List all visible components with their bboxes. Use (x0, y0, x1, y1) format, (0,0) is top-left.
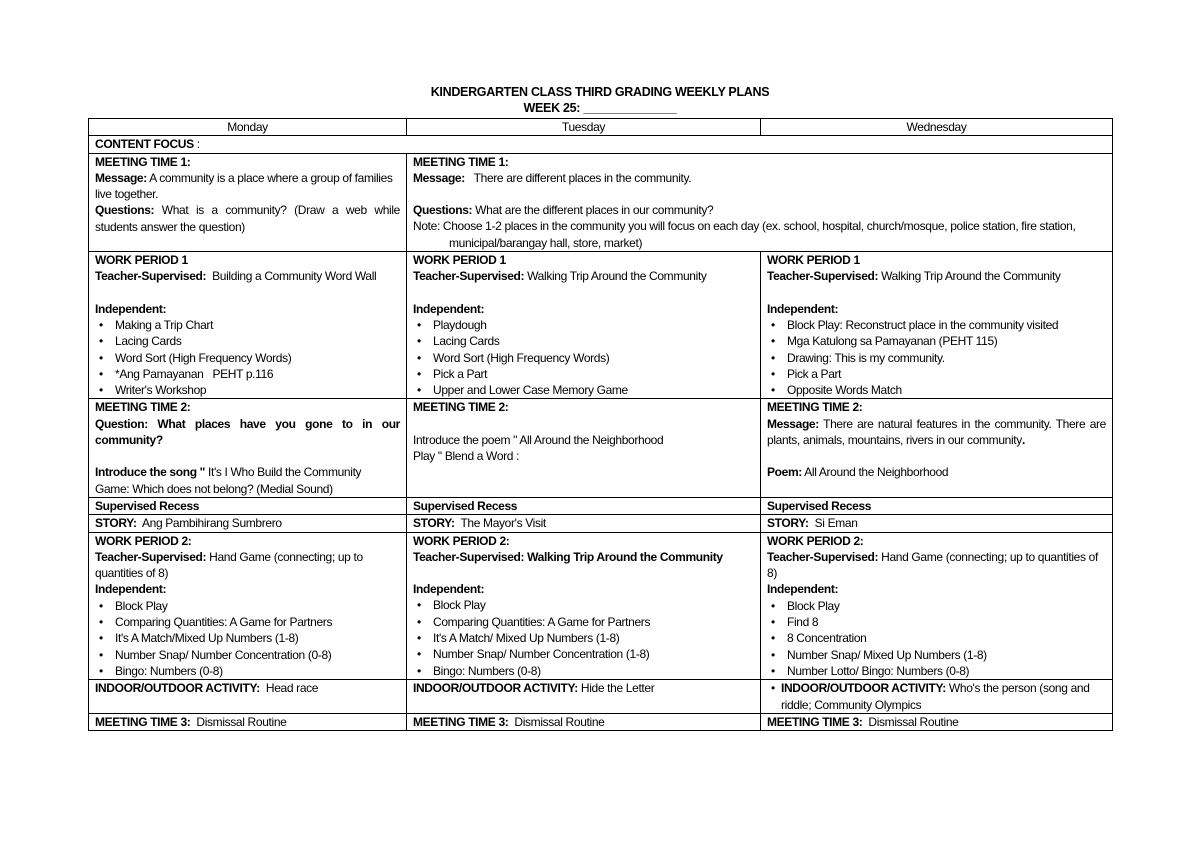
mt1-heading-tue: MEETING TIME 1: (413, 154, 509, 169)
list-item: • Pick a Part (767, 366, 1106, 382)
wp1-wed-independent-label: Independent: (767, 301, 839, 316)
list-item: • Bingo: Numbers (0-8) (413, 663, 754, 679)
mt3-label: MEETING TIME 3: (413, 714, 509, 729)
story-tue: The Mayor's Visit (454, 516, 546, 531)
mt2-wed-poem: All Around the Neighborhood (801, 465, 949, 480)
wp1-wednesday (761, 252, 1113, 399)
recess-label: Supervised Recess (767, 498, 872, 513)
mt2-mon-game: Game: Which does not belong? (Medial Sound) (95, 481, 333, 496)
mt1-tue-questions-label: Questions: (413, 203, 473, 218)
wp1-tue-list (413, 317, 754, 398)
wp1-tue-independent-label: Independent: (413, 301, 485, 316)
list-item: • Mga Katulong sa Pamayanan (PEHT 115) (767, 333, 1106, 349)
mt1-tuesday-wednesday (407, 153, 1113, 251)
day-header-tuesday: Tuesday (407, 119, 761, 136)
mt2-wed-message-label: Message: (767, 416, 819, 431)
list-item: • It's A Match/ Mixed Up Numbers (1-8) (413, 630, 754, 646)
list-item: • Block Play: Reconstruct place in the community visited (767, 317, 1106, 333)
wp2-mon-independent-label: Independent: (95, 582, 167, 597)
wp1-heading-tue: WORK PERIOD 1 (413, 253, 506, 268)
mt1-mon-questions: What is a community? (Draw a web while students answer the question) (95, 203, 400, 234)
list-item (767, 680, 1106, 713)
wp1-wed-list (767, 317, 1106, 398)
day-header-monday: Monday (89, 119, 407, 136)
list-item: • Number Snap/ Number Concentration (0-8) (95, 647, 400, 663)
weekly-plan-table (88, 118, 1113, 731)
story-wed: Si Eman (808, 516, 858, 531)
wp1-mon-ts: Building a Community Word Wall (206, 269, 377, 284)
wp1-mon-list (95, 317, 400, 398)
mt2-wed-message: There are natural features in the community. There are plants, animals, mountains, rivers in our community (767, 416, 1106, 448)
wp2-wed-ts-label: Teacher-Supervised: (767, 549, 879, 564)
story-wednesday (761, 515, 1113, 532)
wp2-heading: WORK PERIOD 2: (95, 533, 192, 548)
activity-wed-list (767, 680, 1106, 713)
wp1-mon-ts-label: Teacher-Supervised: (95, 269, 207, 284)
list-item: • Playdough (413, 317, 754, 333)
wp1-heading-wed: WORK PERIOD 1 (767, 253, 860, 268)
mt3-text: Dismissal Routine (190, 714, 287, 729)
list-item: • Block Play (413, 597, 754, 613)
mt3-monday (89, 713, 407, 730)
mt2-heading-tue: MEETING TIME 2: (413, 400, 509, 415)
activity-wed: Who's the person (song and riddle; Community Olympics (781, 681, 1090, 712)
recess-label: Supervised Recess (95, 498, 200, 513)
meeting-time-1-row (89, 153, 1113, 251)
mt3-text: Dismissal Routine (862, 714, 959, 729)
list-item: • 8 Concentration (767, 630, 1106, 646)
activity-wednesday (761, 680, 1113, 714)
recess-label: Supervised Recess (413, 498, 518, 513)
mt3-tuesday (407, 713, 761, 730)
story-mon: Ang Pambihirang Sumbrero (136, 516, 282, 531)
list-item: • Comparing Quantities: A Game for Partners (95, 614, 400, 630)
page-title: KINDERGARTEN CLASS THIRD GRADING WEEKLY PLANS (430, 85, 770, 99)
wp2-tue-independent-label: Independent: (413, 582, 485, 597)
mt2-tue-play: Play " Blend a Word : (413, 449, 520, 464)
activity-tue: Hide the Letter (577, 681, 655, 696)
wp1-mon-independent-label: Independent: (95, 301, 167, 316)
meeting-time-3-row (89, 713, 1113, 730)
list-item: • Drawing: This is my community. (767, 350, 1106, 366)
wp2-mon-ts-label: Teacher-Supervised: (95, 549, 207, 564)
mt3-text: Dismissal Routine (508, 714, 605, 729)
mt2-mon-song-label: Introduce the song " (95, 465, 206, 480)
mt1-mon-message: A community is a place where a group of families live together. (95, 170, 393, 202)
wp1-tue-ts-label: Teacher-Supervised: (413, 269, 525, 284)
day-header-row (89, 119, 1113, 136)
list-item: • Block Play (95, 598, 400, 614)
mt2-mon-song: It's I Who Build the Community (205, 465, 362, 480)
recess-monday (89, 497, 407, 514)
content-focus-row (89, 136, 1113, 153)
list-item: • Lacing Cards (413, 333, 754, 349)
mt2-wed-poem-label: Poem: (767, 465, 802, 480)
mt2-wed-message-end: . (1021, 433, 1025, 448)
list-item: • Comparing Quantities: A Game for Partners (413, 614, 754, 630)
wp2-wed-independent-label: Independent: (767, 582, 839, 597)
week-label: WEEK 25: ______________ (523, 101, 677, 115)
wp1-wed-ts: Walking Trip Around the Community (878, 269, 1061, 284)
mt2-wednesday (761, 399, 1113, 497)
activity-label: INDOOR/OUTDOOR ACTIVITY: (95, 681, 260, 696)
activity-label: INDOOR/OUTDOOR ACTIVITY: (781, 681, 946, 696)
list-item: • Lacing Cards (95, 333, 400, 349)
list-item: • Writer's Workshop (95, 382, 400, 398)
mt1-heading: MEETING TIME 1: (95, 154, 191, 169)
list-item: • Bingo: Numbers (0-8) (95, 663, 400, 679)
mt1-mon-message-label: Message: (95, 170, 147, 185)
list-item: • Find 8 (767, 614, 1106, 630)
wp1-wed-ts-label: Teacher-Supervised: (767, 269, 879, 284)
wp2-heading-tue: WORK PERIOD 2: (413, 533, 510, 548)
work-period-2-row (89, 532, 1113, 680)
day-header-wednesday: Wednesday (761, 119, 1113, 136)
list-item: • Pick a Part (413, 366, 754, 382)
wp2-wed-list (767, 598, 1106, 679)
mt1-tue-message-label: Message: (413, 170, 465, 185)
mt3-label: MEETING TIME 3: (767, 714, 863, 729)
wp1-tue-ts: Walking Trip Around the Community (524, 269, 707, 284)
mt1-monday (89, 153, 407, 251)
wp2-monday (89, 532, 407, 680)
recess-wednesday (761, 497, 1113, 514)
story-label: STORY: (95, 516, 137, 531)
list-item: • Word Sort (High Frequency Words) (413, 350, 754, 366)
activity-mon: Head race (259, 681, 319, 696)
list-item: • Making a Trip Chart (95, 317, 400, 333)
wp2-wed-ts: Hand Game (connecting; up to quantities of 8) (767, 549, 1098, 581)
activity-tuesday (407, 680, 761, 714)
story-row (89, 515, 1113, 532)
mt1-tue-message: There are different places in the community. (464, 170, 692, 185)
list-item: • Number Snap/ Mixed Up Numbers (1-8) (767, 647, 1106, 663)
mt2-tue-poem: Introduce the poem " All Around the Neighborhood (413, 432, 664, 447)
wp1-tuesday (407, 252, 761, 399)
mt3-label: MEETING TIME 3: (95, 714, 191, 729)
story-label: STORY: (767, 516, 809, 531)
activity-row (89, 680, 1113, 714)
recess-row (89, 497, 1113, 514)
activity-monday (89, 680, 407, 714)
mt3-wednesday (761, 713, 1113, 730)
recess-tuesday (407, 497, 761, 514)
list-item: • Upper and Lower Case Memory Game (413, 382, 754, 398)
wp2-heading-wed: WORK PERIOD 2: (767, 533, 864, 548)
wp2-wednesday (761, 532, 1113, 680)
content-focus-label: CONTENT FOCUS (95, 137, 194, 152)
mt2-monday (89, 399, 407, 497)
list-item: • Number Snap/ Number Concentration (1-8) (413, 646, 754, 662)
list-item: • It's A Match/Mixed Up Numbers (1-8) (95, 630, 400, 646)
mt2-heading: MEETING TIME 2: (95, 400, 191, 415)
mt1-tue-note: Note: Choose 1-2 places in the community you will focus on each day (ex. school, hospital, church/mosque, police station, fire station, municipal/barangay hall, store, market) (413, 219, 1076, 250)
list-item: • Word Sort (High Frequency Words) (95, 350, 400, 366)
mt2-mon-question: Question: What places have you gone to in our community? (95, 416, 400, 448)
mt1-mon-questions-label: Questions: (95, 203, 155, 218)
wp2-tue-list (413, 597, 754, 678)
story-tuesday (407, 515, 761, 532)
wp1-monday (89, 252, 407, 399)
content-focus-colon: : (193, 137, 200, 152)
mt2-tuesday (407, 399, 761, 497)
story-label: STORY: (413, 516, 455, 531)
wp2-mon-list (95, 598, 400, 679)
wp2-mon-ts: Hand Game (connecting; up to quantities of 8) (95, 549, 363, 581)
story-monday (89, 515, 407, 532)
activity-label: INDOOR/OUTDOOR ACTIVITY: (413, 681, 578, 696)
content-focus-cell (89, 136, 1113, 153)
wp1-heading: WORK PERIOD 1 (95, 253, 188, 268)
mt2-heading-wed: MEETING TIME 2: (767, 400, 863, 415)
list-item: • Block Play (767, 598, 1106, 614)
list-item: • Opposite Words Match (767, 382, 1106, 398)
list-item: • Number Lotto/ Bingo: Numbers (0-8) (767, 663, 1106, 679)
wp2-tuesday (407, 532, 761, 680)
work-period-1-row (89, 252, 1113, 399)
list-item: • *Ang Pamayanan PEHT p.116 (95, 366, 400, 382)
meeting-time-2-row (89, 399, 1113, 497)
mt1-tue-questions: What are the different places in our community? (472, 203, 714, 218)
wp2-tue-ts: Teacher-Supervised: Walking Trip Around the Community (413, 549, 723, 564)
